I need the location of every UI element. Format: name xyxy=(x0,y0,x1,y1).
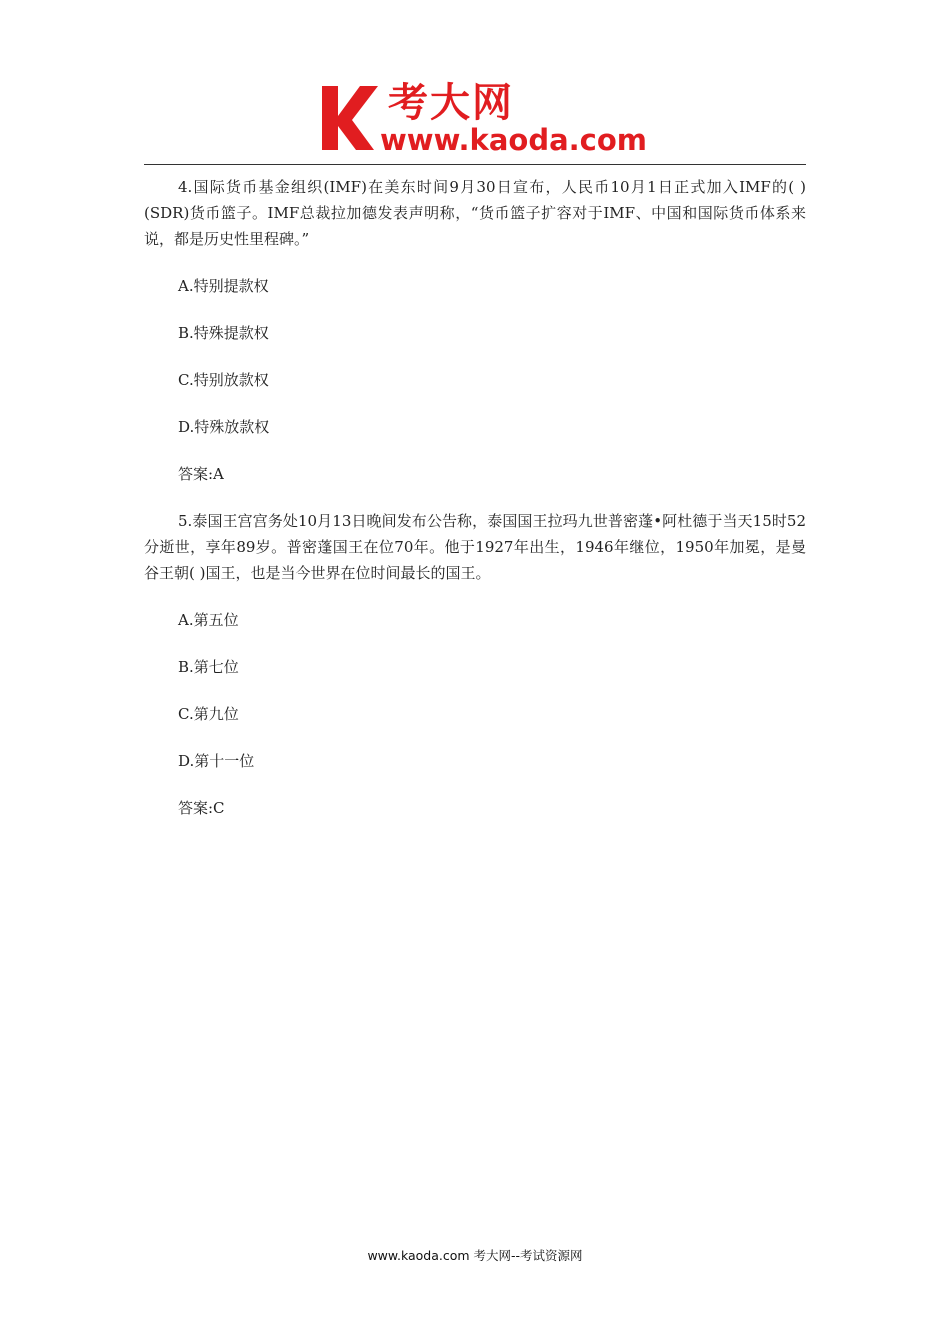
question-5-answer: 答案:C xyxy=(178,799,225,817)
question-4-option-c: C.特别放款权 xyxy=(178,371,269,389)
question-4-stem: 4.国际货币基金组织(IMF)在美东时间9月30日宣布，人民币10月1日正式加入IMF的( )(SDR)货币篮子。IMF总裁拉加德发表声明称，“货币篮子扩容对于IMF、中国和国际货币体系来说，都是历史性里程碑。” xyxy=(144,178,806,248)
question-5-option-c: C.第九位 xyxy=(178,705,239,723)
question-5-stem: 5.泰国王宫宫务处10月13日晚间发布公告称，泰国国王拉玛九世普密蓬•阿杜德于当天15时52分逝世，享年89岁。普密蓬国王在位70年。他于1927年出生，1946年继位，1950年加冕，是曼谷王朝( )国王，也是当今世界在位时间最长的国王。 xyxy=(144,512,806,582)
k-logo-icon xyxy=(318,80,388,160)
header-divider xyxy=(144,164,806,165)
kaoda-logo xyxy=(318,80,648,160)
page-footer: www.kaoda.com 考大网--考试资源网 xyxy=(367,1248,583,1263)
question-5-option-a: A.第五位 xyxy=(178,611,239,629)
logo-title: 考大网 xyxy=(388,80,514,126)
question-5-option-d: D.第十一位 xyxy=(178,752,255,770)
question-4-option-d: D.特殊放款权 xyxy=(178,418,270,436)
question-4-option-b: B.特殊提款权 xyxy=(178,324,269,342)
document-body xyxy=(144,174,806,842)
logo-url: www.kaoda.com xyxy=(380,123,647,157)
question-4-option-a: A.特别提款权 xyxy=(178,277,269,295)
question-4-answer: 答案:A xyxy=(178,465,224,483)
question-5-option-b: B.第七位 xyxy=(178,658,239,676)
